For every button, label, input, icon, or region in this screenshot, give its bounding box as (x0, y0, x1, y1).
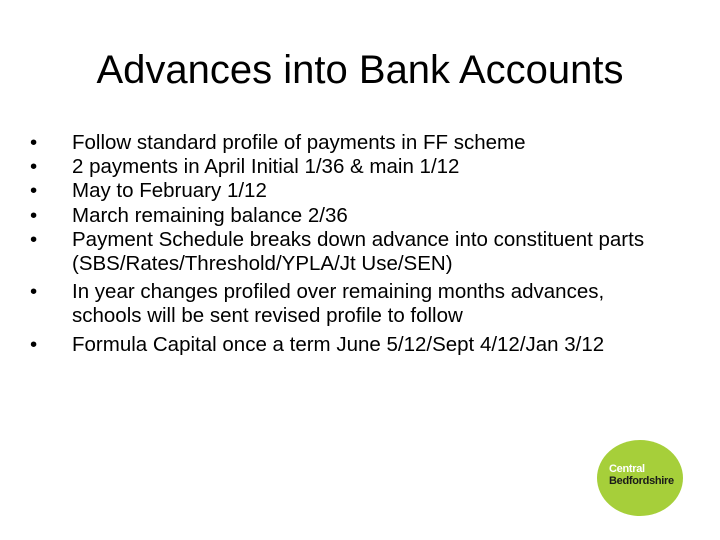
bullet-text: Formula Capital once a term June 5/12/Sept 4/12/Jan 3/12 (72, 332, 605, 356)
bullet-icon: • (30, 155, 38, 179)
bullet-item (30, 280, 670, 328)
bullet-item (30, 155, 670, 179)
bullet-item (30, 228, 670, 276)
bullet-icon: • (30, 179, 38, 203)
bullet-icon: • (30, 332, 38, 356)
bullet-icon: • (30, 203, 38, 227)
bullet-text: Follow standard profile of payments in FF scheme (72, 131, 526, 154)
bullet-text: In year changes profiled over remaining months advances, schools will be sent revised profile to follow (72, 280, 605, 328)
logo-line-central: Central (609, 463, 645, 475)
bullet-item (30, 131, 670, 155)
logo-line-bedfordshire: Bedfordshire (609, 475, 674, 487)
bullet-text: 2 payments in April Initial 1/36 & main 1/12 (72, 155, 460, 179)
bullet-icon: • (30, 131, 38, 154)
bullet-item (30, 179, 670, 203)
bullet-item (30, 333, 670, 357)
slide-title: Advances into Bank Accounts (96, 48, 624, 92)
central-bedfordshire-logo (597, 440, 683, 516)
bullet-list (30, 131, 670, 357)
bullet-text: March remaining balance 2/36 (72, 203, 348, 227)
bullet-icon: • (30, 280, 38, 304)
bullet-text: May to February 1/12 (72, 179, 267, 203)
bullet-icon: • (30, 227, 38, 251)
bullet-text: Payment Schedule breaks down advance into constituent parts (SBS/Rates/Threshold/YPLA/Jt Use/SEN) (72, 227, 645, 276)
bullet-item (30, 204, 670, 228)
logo-text (609, 463, 674, 487)
